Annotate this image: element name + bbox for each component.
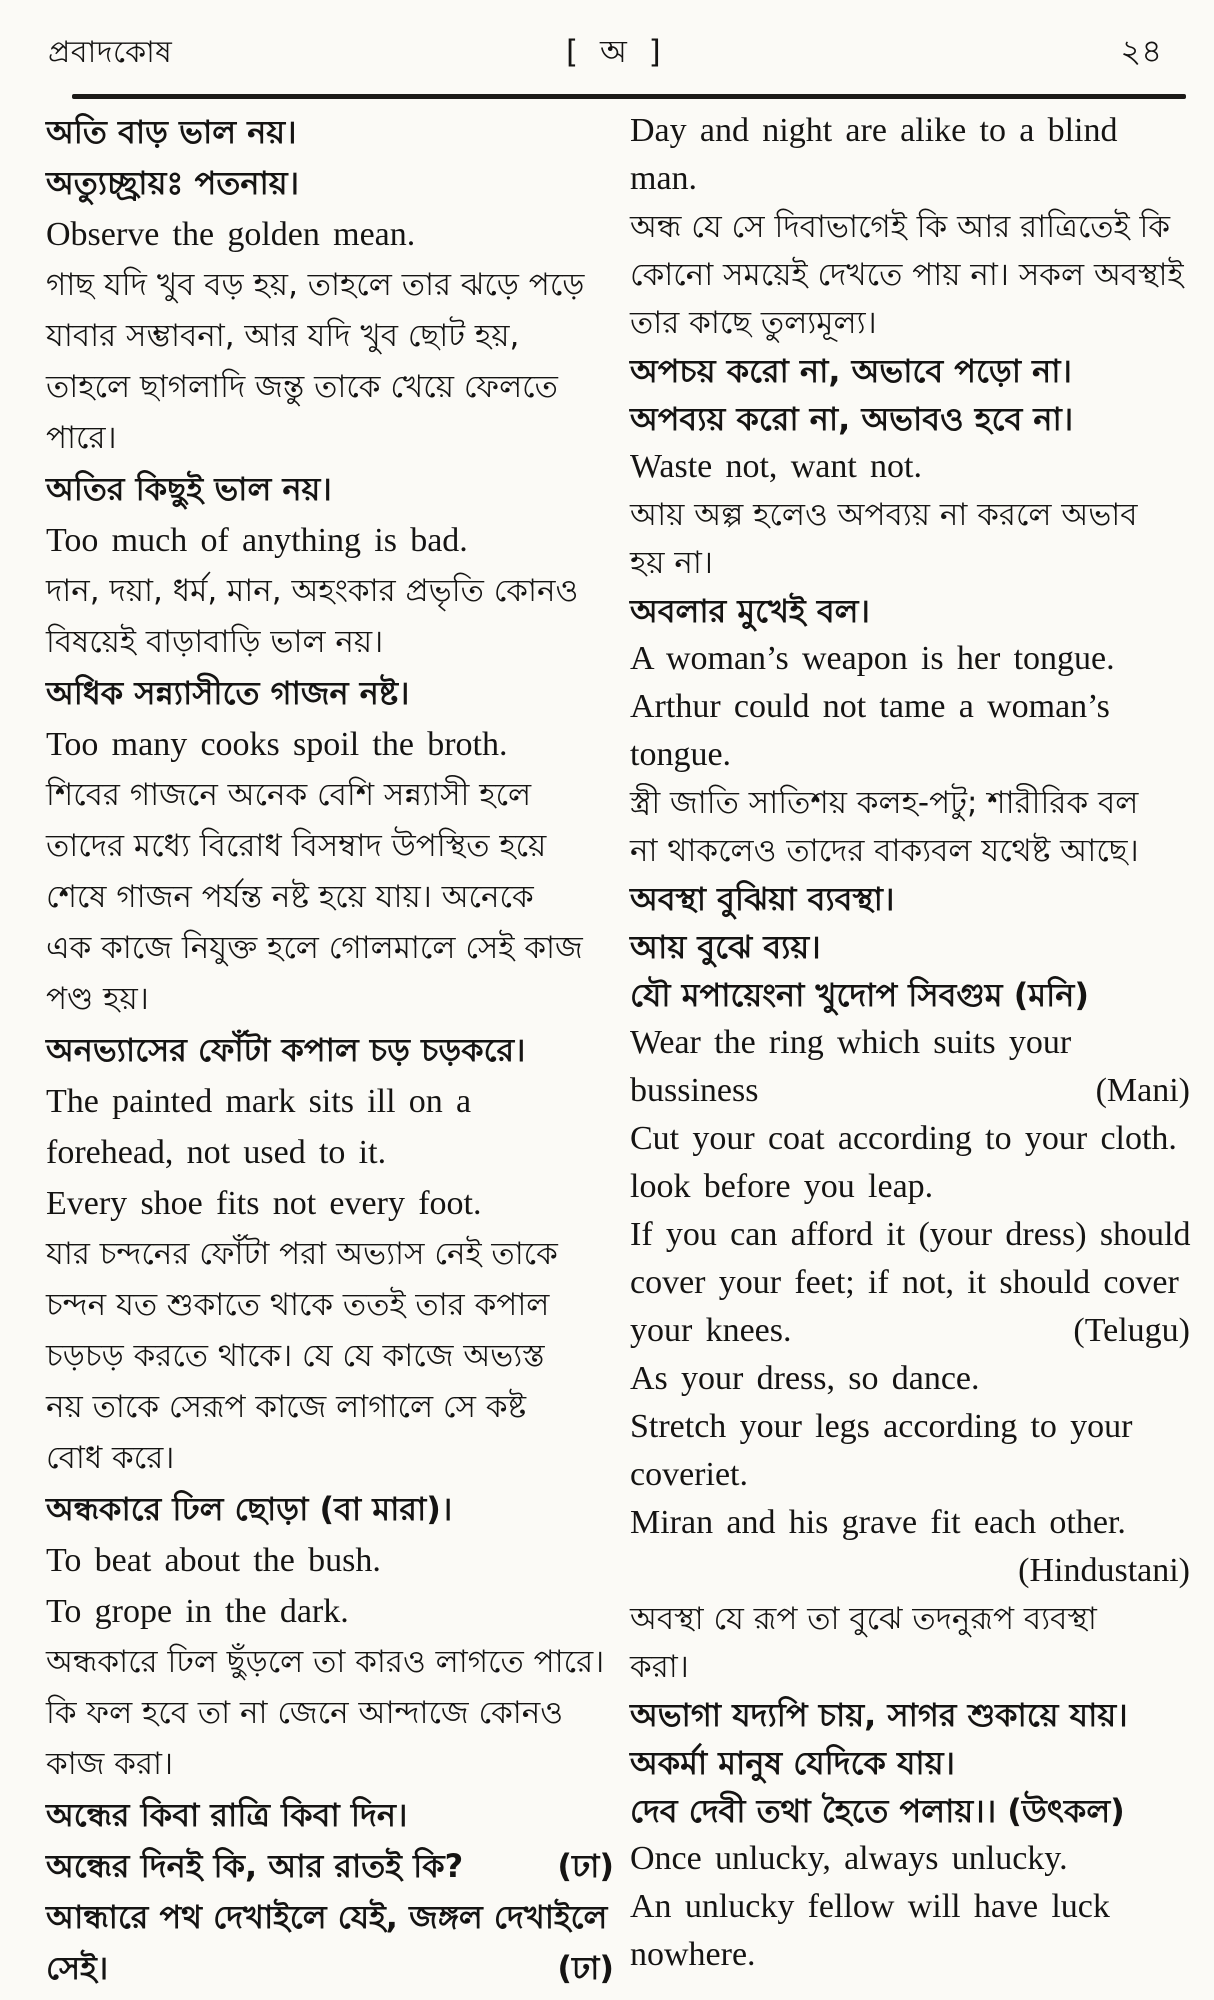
english-proverb-text: Once unlucky, always unlucky. xyxy=(630,1840,1068,1877)
proverb-line xyxy=(46,1841,614,1892)
proverb-line xyxy=(46,770,614,821)
bengali-proverb-text: অত্যুচ্ছ্রায়ঃ পতনায়। xyxy=(46,164,300,202)
proverb-line xyxy=(630,1163,1190,1211)
proverb-line xyxy=(630,971,1190,1019)
bengali-proverb-text: দান, দয়া, ধর্ম, মান, অহংকার প্রভৃতি কোনও xyxy=(46,573,579,609)
bengali-proverb-text: হয় না। xyxy=(630,545,713,581)
proverb-line xyxy=(46,719,614,770)
proverb-line xyxy=(46,1739,614,1790)
english-proverb-text: forehead, not used to it. xyxy=(46,1134,387,1171)
proverb-line xyxy=(46,566,614,617)
bengali-proverb-text: আয় অল্প হলেও অপব্যয় না করলে অভাব xyxy=(630,497,1138,533)
proverb-line xyxy=(630,1403,1190,1451)
proverb-line xyxy=(630,731,1190,779)
english-proverb-text: man. xyxy=(630,160,698,197)
proverb-line xyxy=(46,923,614,974)
proverb-line xyxy=(630,203,1190,251)
proverb-line xyxy=(46,362,614,413)
bengali-proverb-text: অন্ধের কিবা রাত্রি কিবা দিন। xyxy=(46,1796,408,1834)
section-letter: [ অ ] xyxy=(566,34,667,70)
proverb-line xyxy=(630,395,1190,443)
bengali-proverb-text: শিবের গাজনে অনেক বেশি সন্ন্যাসী হলে xyxy=(46,777,532,813)
page-header xyxy=(0,0,1214,80)
proverb-line xyxy=(46,1535,614,1586)
proverb-line xyxy=(46,464,614,515)
proverb-line xyxy=(46,668,614,719)
proverb-line xyxy=(630,1307,1190,1355)
english-proverb-text: Arthur could not tame a woman’s xyxy=(630,688,1110,725)
proverb-line xyxy=(630,539,1190,587)
english-proverb-text: nowhere. xyxy=(630,1936,756,1973)
proverb-line xyxy=(46,1637,614,1688)
english-proverb-text: Wear the ring which suits your xyxy=(630,1024,1072,1061)
proverb-line xyxy=(46,1433,614,1484)
bengali-proverb-text: চড়চড় করতে থাকে। যে যে কাজে অভ্যস্ত xyxy=(46,1338,545,1374)
bengali-proverb-text: না থাকলেও তাদের বাক্যবল যথেষ্ট আছে। xyxy=(630,833,1139,869)
proverb-line xyxy=(46,1790,614,1841)
proverb-line xyxy=(46,1127,614,1178)
bengali-proverb-text: অনভ্যাসের ফোঁটা কপাল চড় চড়করে। xyxy=(46,1031,526,1069)
proverb-line xyxy=(630,923,1190,971)
proverb-line xyxy=(630,1547,1190,1595)
source-marker: (ঢা) xyxy=(557,1949,614,1987)
proverb-line xyxy=(630,1643,1190,1691)
proverb-line xyxy=(630,155,1190,203)
bengali-proverb-text: নয় তাকে সেরূপ কাজে লাগালে সে কষ্ট xyxy=(46,1389,527,1425)
bengali-proverb-text: যার চন্দনের ফোঁটা পরা অভ্যাস নেই তাকে xyxy=(46,1236,558,1272)
english-proverb-text: To grope in the dark. xyxy=(46,1593,349,1630)
proverb-line xyxy=(630,1211,1190,1259)
proverb-line xyxy=(46,311,614,362)
bengali-proverb-text: অভাগা যদ্যপি চায়, সাগর শুকায়ে যায়। xyxy=(630,1696,1128,1734)
right-column xyxy=(624,107,1190,1994)
proverb-line xyxy=(630,107,1190,155)
proverb-line xyxy=(46,1688,614,1739)
proverb-line xyxy=(630,1883,1190,1931)
proverb-line xyxy=(46,617,614,668)
english-proverb-text: Observe the golden mean. xyxy=(46,216,416,253)
bengali-proverb-text: অকর্মা মানুষ যেদিকে যায়। xyxy=(630,1744,955,1782)
bengali-proverb-text: অবস্থা বুঝিয়া ব্যবস্থা। xyxy=(630,880,895,918)
proverb-line xyxy=(630,779,1190,827)
bengali-proverb-text: কাজ করা। xyxy=(46,1746,174,1782)
proverb-line xyxy=(630,491,1190,539)
source-marker: (Telugu) xyxy=(1073,1312,1190,1349)
english-proverb-text: look before you leap. xyxy=(630,1168,934,1205)
proverb-line xyxy=(46,209,614,260)
bengali-proverb-text: অবলার মুখেই বল। xyxy=(630,592,870,630)
proverb-line xyxy=(46,515,614,566)
english-proverb-text: Waste not, want not. xyxy=(630,448,922,485)
bengali-proverb-text: কি ফল হবে তা না জেনে আন্দাজে কোনও xyxy=(46,1695,564,1731)
english-proverb-text: cover your feet; if not, it should cover xyxy=(630,1264,1179,1301)
english-proverb-text: If you can afford it (your dress) should xyxy=(630,1216,1191,1253)
proverb-line xyxy=(630,443,1190,491)
bengali-proverb-text: বোধ করে। xyxy=(46,1440,175,1476)
proverb-line xyxy=(630,1739,1190,1787)
proverb-line xyxy=(630,683,1190,731)
bengali-proverb-text: গাছ যদি খুব বড় হয়, তাহলে তার ঝড়ে পড়ে xyxy=(46,267,585,303)
bengali-proverb-text: অন্ধ যে সে দিবাভাগেই কি আর রাত্রিতেই কি xyxy=(630,209,1171,245)
english-proverb-text: Every shoe fits not every foot. xyxy=(46,1185,482,1222)
english-proverb-text: bussiness xyxy=(630,1072,759,1109)
english-proverb-text: An unlucky fellow will have luck xyxy=(630,1888,1110,1925)
proverb-line xyxy=(46,872,614,923)
bengali-proverb-text: চন্দন যত শুকাতে থাকে ততই তার কপাল xyxy=(46,1287,550,1323)
proverb-line xyxy=(46,1943,614,1994)
source-marker: (Mani) xyxy=(1095,1072,1190,1109)
proverb-line xyxy=(630,1067,1190,1115)
bengali-proverb-text: স্ত্রী জাতি সাতিশয় কলহ-পটু; শারীরিক বল xyxy=(630,785,1139,821)
bengali-proverb-text: বিষয়েই বাড়াবাড়ি ভাল নয়। xyxy=(46,624,384,660)
bengali-proverb-text: সেই। xyxy=(46,1949,109,1987)
english-proverb-text: coveriet. xyxy=(630,1456,748,1493)
book-title: প্রবাদকোষ xyxy=(48,35,173,70)
left-column xyxy=(46,107,624,1994)
proverb-line xyxy=(46,1178,614,1229)
proverb-line xyxy=(46,107,614,158)
proverb-line xyxy=(630,1787,1190,1835)
proverb-line xyxy=(630,635,1190,683)
bengali-proverb-text: অন্ধের দিনই কি, আর রাতই কি? xyxy=(46,1847,464,1885)
proverb-line xyxy=(46,413,614,464)
bengali-proverb-text: অধিক সন্ন্যাসীতে গাজন নষ্ট। xyxy=(46,674,410,712)
bengali-proverb-text: অন্ধকারে ঢিল ছুঁড়লে তা কারও লাগতে পারে। xyxy=(46,1644,605,1680)
proverb-line xyxy=(630,1019,1190,1067)
proverb-line xyxy=(630,347,1190,395)
proverb-line xyxy=(630,1451,1190,1499)
proverb-line xyxy=(630,1115,1190,1163)
bengali-proverb-text: পণ্ড হয়। xyxy=(46,981,149,1017)
proverb-line xyxy=(630,1691,1190,1739)
english-proverb-text: Stretch your legs according to your xyxy=(630,1408,1133,1445)
proverb-line xyxy=(46,1484,614,1535)
proverb-line xyxy=(630,1835,1190,1883)
english-proverb-text: Day and night are alike to a blind xyxy=(630,112,1118,149)
proverb-line xyxy=(46,1280,614,1331)
source-marker: (Hindustani) xyxy=(1018,1552,1190,1589)
bengali-proverb-text: তাহলে ছাগলাদি জন্তু তাকে খেয়ে ফেলতে xyxy=(46,369,558,405)
bengali-proverb-text: অন্ধকারে ঢিল ছোড়া (বা মারা)। xyxy=(46,1490,453,1528)
english-proverb-text: As your dress, so dance. xyxy=(630,1360,980,1397)
proverb-line xyxy=(46,1586,614,1637)
english-proverb-text: Cut your coat according to your cloth. xyxy=(630,1120,1177,1157)
proverb-line xyxy=(46,821,614,872)
bengali-proverb-text: আয় বুঝে ব্যয়। xyxy=(630,928,821,966)
page-number: ২৪ xyxy=(1120,32,1162,70)
bengali-proverb-text: অতি বাড় ভাল নয়। xyxy=(46,113,297,151)
proverb-line xyxy=(46,1076,614,1127)
proverb-line xyxy=(46,1331,614,1382)
bengali-proverb-text: অতির কিছুই ভাল নয়। xyxy=(46,470,332,508)
bengali-proverb-text: শেষে গাজন পর্যন্ত নষ্ট হয়ে যায়। অনেকে xyxy=(46,879,534,915)
proverb-line xyxy=(630,1259,1190,1307)
bengali-proverb-text: যৌ মপায়েংনা খুদোপ সিবগুম (মনি) xyxy=(630,976,1089,1014)
proverb-line xyxy=(46,1229,614,1280)
english-proverb-text: your knees. xyxy=(630,1312,792,1349)
english-proverb-text: tongue. xyxy=(630,736,732,773)
proverb-line xyxy=(46,1892,614,1943)
proverb-line xyxy=(46,1025,614,1076)
english-proverb-text: Miran and his grave fit each other. xyxy=(630,1504,1126,1541)
bengali-proverb-text: তার কাছে তুল্যমূল্য। xyxy=(630,305,877,341)
english-proverb-text: Too many cooks spoil the broth. xyxy=(46,726,508,763)
proverb-line xyxy=(630,1355,1190,1403)
bengali-proverb-text: তাদের মধ্যে বিরোধ বিসম্বাদ উপস্থিত হয়ে xyxy=(46,828,547,864)
bengali-proverb-text: অপব্যয় করো না, অভাবও হবে না। xyxy=(630,400,1074,438)
proverb-line xyxy=(46,974,614,1025)
english-proverb-text: To beat about the bush. xyxy=(46,1542,381,1579)
bengali-proverb-text: দেব দেবী তথা হৈতে পলায়।। (উৎকল) xyxy=(630,1792,1125,1830)
bengali-proverb-text: অবস্থা যে রূপ তা বুঝে তদনুরূপ ব্যবস্থা xyxy=(630,1601,1097,1637)
proverb-line xyxy=(630,875,1190,923)
english-proverb-text: Too much of anything is bad. xyxy=(46,522,468,559)
proverb-line xyxy=(630,1499,1190,1547)
bengali-proverb-text: যাবার সম্ভাবনা, আর যদি খুব ছোট হয়, xyxy=(46,318,520,354)
bengali-proverb-text: আন্ধারে পথ দেখাইলে যেই, জঙ্গল দেখাইলে xyxy=(46,1898,608,1936)
proverb-line xyxy=(630,299,1190,347)
bengali-proverb-text: কোনো সময়েই দেখতে পায় না। সকল অবস্থাই xyxy=(630,257,1184,293)
proverb-line xyxy=(630,827,1190,875)
bengali-proverb-text: পারে। xyxy=(46,420,117,456)
proverb-line xyxy=(46,260,614,311)
english-proverb-text: A woman’s weapon is her tongue. xyxy=(630,640,1115,677)
page-content xyxy=(0,99,1214,1994)
source-marker: (ঢা) xyxy=(557,1847,614,1885)
proverb-line xyxy=(630,1595,1190,1643)
proverb-line xyxy=(630,1931,1190,1979)
proverb-line xyxy=(46,1382,614,1433)
english-proverb-text: The painted mark sits ill on a xyxy=(46,1083,472,1120)
bengali-proverb-text: অপচয় করো না, অভাবে পড়ো না। xyxy=(630,352,1072,390)
proverb-line xyxy=(630,251,1190,299)
proverb-line xyxy=(46,158,614,209)
bengali-proverb-text: এক কাজে নিযুক্ত হলে গোলমালে সেই কাজ xyxy=(46,930,583,966)
proverb-line xyxy=(630,587,1190,635)
bengali-proverb-text: করা। xyxy=(630,1649,689,1685)
